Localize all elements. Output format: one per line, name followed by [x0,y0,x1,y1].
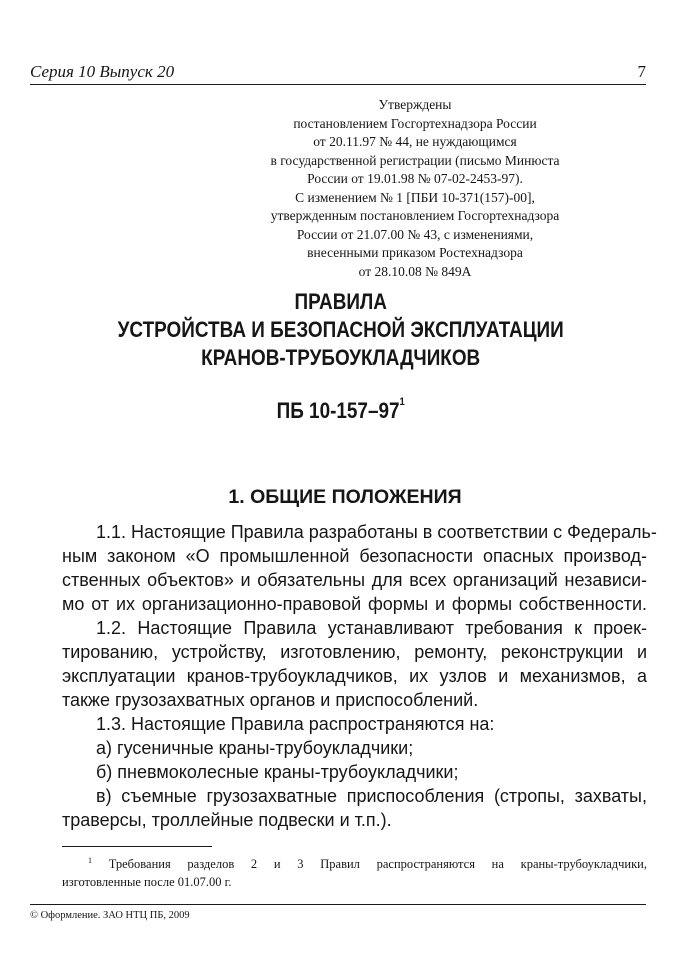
body-line: ным законом «О промышленной безопасности опасных производ- [62,546,647,566]
approval-line: России от 21.07.00 № 43, с изменениями, [296,226,534,242]
copyright-notice: © Оформление. ЗАО НТЦ ПБ, 2009 [30,910,190,921]
body-line: траверсы, троллейные подвески и т.п.). [62,810,392,830]
approval-line: от 28.10.08 № 849А [358,263,472,279]
approval-block [260,96,570,281]
body-line: ственных объектов» и обязательны для всех организаций независи- [62,570,647,590]
body-line: 1.3. Настоящие Правила распространяются на: [96,714,495,734]
body-line: а) гусеничные краны-трубоукладчики; [96,738,414,758]
footnote [62,852,647,891]
footnote-divider [62,846,212,847]
footnote-reference: 1 [399,396,405,408]
page-number: 7 [637,62,646,81]
body-line: в) съемные грузозахватные приспособления (стропы, захваты, [96,786,647,806]
body-line: также грузозахватных органов и приспособлений. [62,690,479,710]
footnote-text: Требования разделов 2 и 3 Правил распространяются на краны-трубоукладчики, [92,857,647,872]
approval-line: от 20.11.97 № 44, не нуждающимся [313,134,517,149]
document-code-text: ПБ 10-157–97 [276,398,400,423]
bottom-divider [30,904,646,905]
footnote-mark: 1 [88,856,92,865]
section-body [62,520,657,832]
footnote-line: изготовленные после 01.07.00 г. [62,875,232,890]
running-header [30,60,646,85]
footnote-line [62,852,647,873]
section-heading: 1. ОБЩИЕ ПОЛОЖЕНИЯ [228,486,462,508]
approval-line: Утверждены [378,97,452,112]
document-code [48,398,633,424]
approval-line: С изменением № 1 [ПБИ 10-371(157)-00], [295,189,535,205]
approval-line: России от 19.01.98 № 07-02-2453-97). [307,171,523,186]
body-line: тированию, устройству, изготовлению, ремонту, реконструкции и [62,642,647,662]
series-label: Серия 10 Выпуск 20 [30,62,175,81]
body-line: эксплуатации кранов-трубоукладчиков, их узлов и механизмов, а [62,666,647,686]
approval-line: внесенными приказом Ростехнадзора [307,245,523,260]
approval-line: постановлением Госгортехнадзора России [293,115,537,131]
body-line: 1.2. Настоящие Правила устанавливают требования к проек- [96,618,647,638]
title-line: КРАНОВ-ТРУБОУКЛАДЧИКОВ [201,345,481,370]
title-line: ПРАВИЛА [294,289,387,314]
document-title [48,288,633,372]
body-line: б) пневмоколесные краны-трубоукладчики; [96,762,459,782]
approval-line: в государственной регистрации (письмо Минюста [270,152,560,168]
approval-line: утвержденным постановлением Госгортехнадзора [270,208,560,223]
body-line: 1.1. Настоящие Правила разработаны в соответствии с Федераль- [96,522,657,542]
title-line: УСТРОЙСТВА И БЕЗОПАСНОЙ ЭКСПЛУАТАЦИИ [117,317,564,342]
body-line: мо от их организационно-правовой формы и формы собственности. [62,594,647,614]
